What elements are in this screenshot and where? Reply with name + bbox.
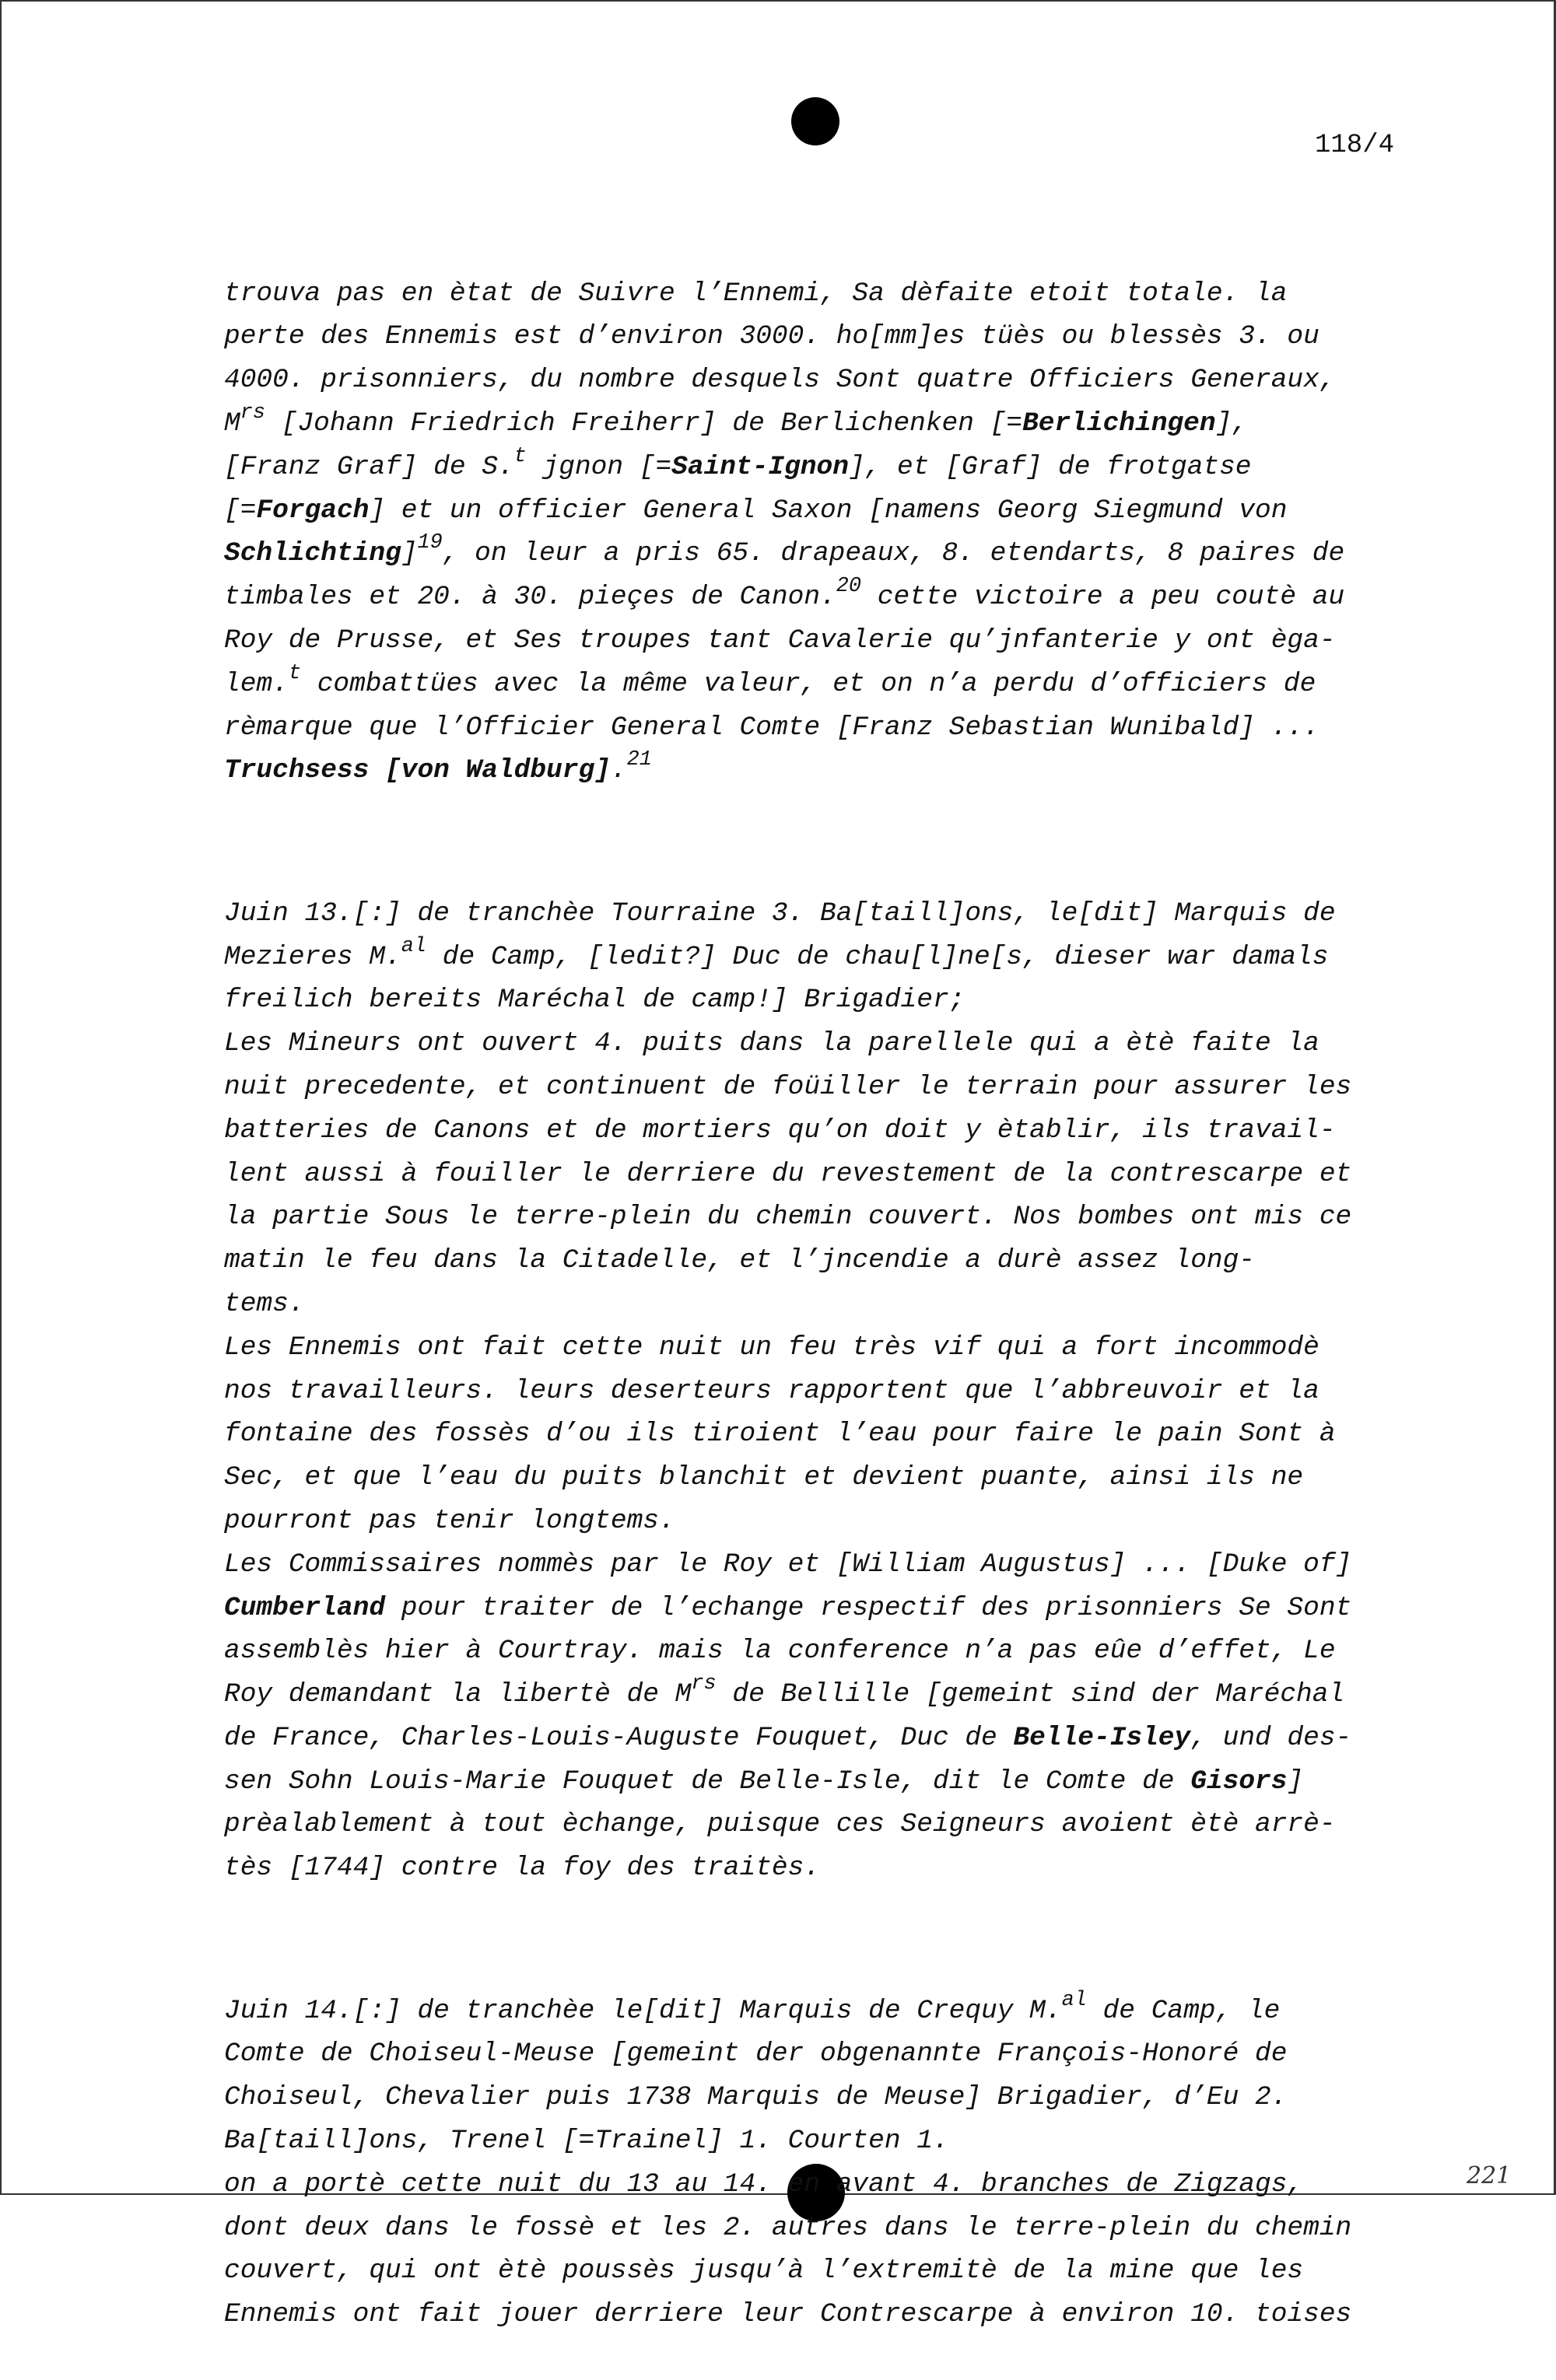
text-run: [Franz Graf] de S.	[224, 451, 514, 482]
paragraph-june-14	[224, 1990, 1422, 2336]
text-line: pourront pas tenir longtems.	[224, 1505, 675, 1536]
text-run: combattües avec la même valeur, et on n’a perdu d’officiers de	[300, 668, 1316, 699]
text-run: lem.	[224, 668, 289, 699]
text-line: on a portè cette nuit du 13 au 14. en avant 4. branches de Zigzags,	[224, 2168, 1304, 2200]
superscript: rs	[691, 1671, 717, 1696]
bold-name: Forgach	[256, 495, 370, 526]
text-line	[224, 661, 1316, 699]
text-line: nuit precedente, et continuent de foüiller le terrain pour assurer les	[224, 1071, 1352, 1102]
footnote-ref: 19	[417, 531, 443, 555]
text-run: ]	[401, 538, 418, 569]
text-line: dont deux dans le fossè et les 2. autres dans le terre-plein du chemin	[224, 2212, 1352, 2243]
bold-name: Schlichting	[224, 538, 401, 569]
text-run: , on leur a pris 65. drapeaux, 8. etendarts, 8 paires de	[442, 538, 1345, 569]
text-line: Sec, et que l’eau du puits blanchit et devient puante, ainsi ils ne	[224, 1462, 1304, 1493]
text-line: la partie Sous le terre-plein du chemin couvert. Nos bombes ont mis ce	[224, 1202, 1352, 1233]
text-line	[224, 401, 1248, 439]
text-line	[224, 1766, 1303, 1797]
bold-name: Belle-Isley	[1013, 1722, 1191, 1753]
text-run: ], et [Graf] de frotgatse	[848, 451, 1252, 482]
document-body	[224, 185, 1422, 2380]
text-run: [Johann Friedrich Freiherr] de Berlichenken [=	[265, 408, 1023, 439]
text-run: timbales et 20. à 30. pieçes de Canon.	[224, 582, 836, 613]
text-run: Mezieres M.	[224, 941, 401, 972]
text-line	[224, 444, 1252, 482]
text-line	[224, 1988, 1281, 2026]
text-line: rèmarque que l’Officier General Comte [Franz Sebastian Wunibald] ...	[224, 712, 1319, 743]
text-line: Les Ennemis ont fait cette nuit un feu très vif qui a fort incommodè	[224, 1332, 1319, 1363]
text-line: assemblès hier à Courtray. mais la conference n’a pas eûe d’effet, Le	[224, 1636, 1336, 1667]
superscript: al	[1061, 1988, 1087, 2012]
footnote-ref: 21	[626, 748, 652, 772]
text-line: Les Commissaires nommès par le Roy et [William Augustus] ... [Duke of]	[224, 1549, 1352, 1580]
text-line	[224, 1671, 1345, 1710]
text-run: de Camp, [ledit?] Duc de chau[l]ne[s, dieser war damals	[426, 941, 1329, 972]
text-run: Roy demandant la libertè de M	[224, 1679, 692, 1710]
text-run: jgnon [=	[526, 451, 672, 482]
text-run: Juin 14.[:] de tranchèe le[dit] Marquis de Crequy M.	[224, 1995, 1062, 2026]
text-line	[224, 531, 1345, 569]
text-line: 4000. prisonniers, du nombre desquels Sont quatre Officiers Generaux,	[224, 365, 1336, 396]
text-line: trouva pas en ètat de Suivre l’Ennemi, Sa dèfaite etoit totale. la	[224, 278, 1288, 309]
paragraph-june-13	[224, 892, 1422, 1890]
text-line: Juin 13.[:] de tranchèe Tourraine 3. Ba[taill]ons, le[dit] Marquis de	[224, 898, 1336, 929]
text-run: ]	[1287, 1766, 1304, 1797]
text-run: , und des-	[1190, 1722, 1352, 1753]
page-number: 118/4	[1315, 131, 1395, 160]
text-line: Comte de Choiseul-Meuse [gemeint der obgenannte François-Honoré de	[224, 2039, 1288, 2070]
text-line: tès [1744] contre la foy des traitès.	[224, 1853, 821, 1884]
bold-name: Truchsess [von Waldburg]	[224, 755, 611, 786]
bold-name: Berlichingen	[1022, 408, 1216, 439]
superscript: rs	[240, 401, 266, 425]
punch-hole-top	[791, 97, 839, 145]
text-line: perte des Ennemis est d’environ 3000. ho[mm]es tüès ou blessès 3. ou	[224, 321, 1319, 352]
text-run: de Bellille [gemeint sind der Maréchal	[716, 1679, 1345, 1710]
text-line: fontaine des fossès d’ou ils tiroient l’eau pour faire le pain Sont à	[224, 1419, 1336, 1450]
text-run: .	[610, 755, 627, 786]
text-line	[224, 495, 1287, 526]
text-run: M	[224, 408, 240, 439]
text-line: couvert, qui ont ètè poussès jusqu’à l’extremitè de la mine que les	[224, 2256, 1304, 2287]
text-line: Ba[taill]ons, Trenel [=Trainel] 1. Courten 1.	[224, 2126, 949, 2157]
text-run: de Camp, le	[1086, 1995, 1281, 2026]
bold-name: Cumberland	[224, 1592, 386, 1623]
text-run: pour traiter de l’echange respectif des prisonniers Se Sont	[385, 1592, 1352, 1623]
text-run: sen Sohn Louis-Marie Fouquet de Belle-Isle, dit le Comte de	[224, 1766, 1191, 1797]
text-line	[224, 1723, 1351, 1753]
superscript: al	[401, 934, 427, 958]
text-line: matin le feu dans la Citadelle, et l’jncendie a durè assez long-	[224, 1245, 1256, 1276]
text-line: freilich bereits Maréchal de camp!] Brigadier;	[224, 985, 965, 1016]
text-line: prèalablement à tout èchange, puisque ces Seigneurs avoient ètè arrè-	[224, 1809, 1336, 1840]
text-run: ],	[1215, 408, 1248, 439]
text-line: nos travailleurs. leurs deserteurs rapportent que l’abbreuvoir et la	[224, 1375, 1319, 1406]
bold-name: Gisors	[1190, 1766, 1288, 1797]
text-line: Choiseul, Chevalier puis 1738 Marquis de Meuse] Brigadier, d’Eu 2.	[224, 2082, 1288, 2113]
text-line	[224, 748, 652, 786]
paragraph-battle-report	[224, 272, 1422, 793]
footnote-ref: 20	[836, 575, 862, 599]
text-run: de France, Charles-Louis-Auguste Fouquet, Duc de	[224, 1722, 1014, 1753]
text-line	[224, 575, 1345, 613]
text-line: tems.	[224, 1288, 305, 1319]
text-run: cette victoire a peu coutè au	[861, 582, 1345, 613]
text-line: batteries de Canons et de mortiers qu’on doit y ètablir, ils travail-	[224, 1115, 1336, 1146]
text-line: Ennemis ont fait jouer derriere leur Contrescarpe à environ 10. toises	[224, 2299, 1352, 2330]
handwritten-folio-mark: 221	[1467, 2162, 1512, 2189]
text-line: Les Mineurs ont ouvert 4. puits dans la parellele qui a ètè faite la	[224, 1028, 1319, 1059]
text-line: lent aussi à fouiller le derriere du revestement de la contrescarpe et	[224, 1158, 1352, 1189]
text-line	[224, 1593, 1351, 1623]
bold-name: Saint-Ignon	[671, 451, 849, 482]
text-run: [=	[224, 495, 257, 526]
superscript: t	[288, 661, 301, 685]
text-line	[224, 934, 1329, 972]
superscript: t	[513, 444, 527, 468]
text-run: ] et un officier General Saxon [namens Georg Siegmund von	[369, 495, 1288, 526]
text-line: Roy de Prusse, et Ses troupes tant Cavalerie qu’jnfanterie y ont èga-	[224, 625, 1336, 656]
